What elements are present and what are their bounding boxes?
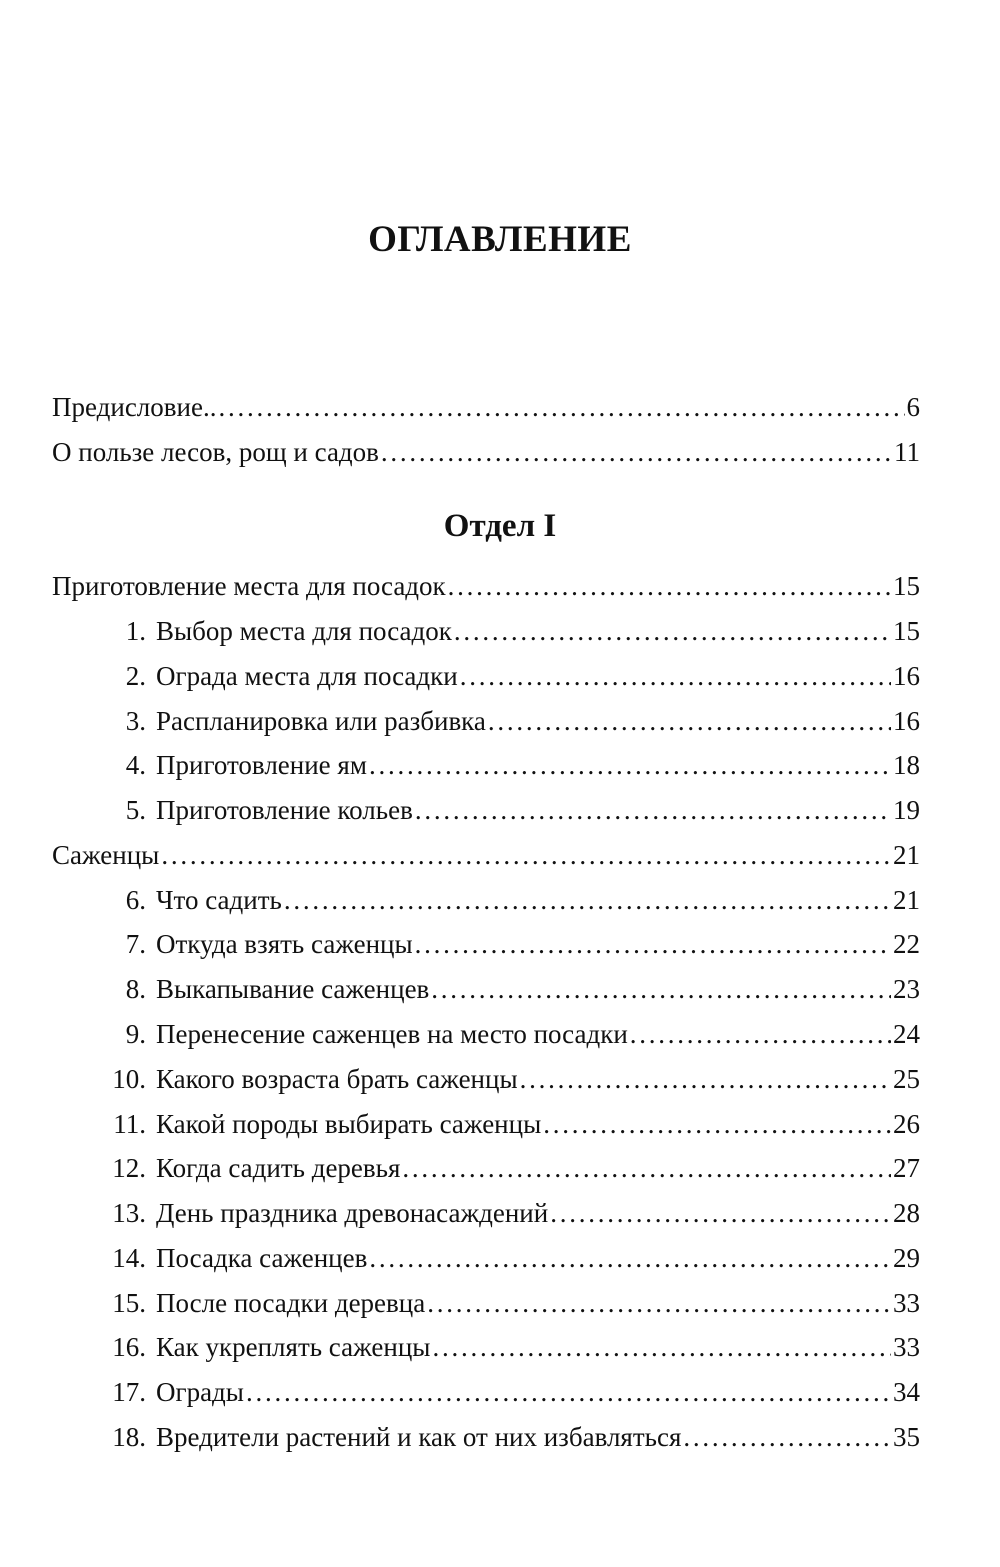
toc-entry-page: 18 <box>893 750 920 780</box>
dot-leader <box>543 1102 891 1146</box>
dot-leader <box>415 788 891 832</box>
toc-entry-number: 1. <box>125 616 146 646</box>
toc-entry-page: 11 <box>894 437 920 467</box>
toc-sub-entry <box>100 609 920 653</box>
toc-entry-label: Приготовление ям <box>156 750 367 780</box>
toc-entry-number: 2. <box>125 661 146 691</box>
toc-entry-forests <box>52 430 920 474</box>
dot-leader <box>431 967 891 1011</box>
toc-entry-number: 7. <box>125 929 146 959</box>
toc-sub-entry <box>100 1191 920 1235</box>
toc-entry-page: 25 <box>893 1064 920 1094</box>
toc-entry-label: Предисловие.. <box>52 392 217 422</box>
toc-entry-number: 6. <box>125 885 146 915</box>
toc-entry-label: Перенесение саженцев на место посадки <box>156 1019 628 1049</box>
toc-entry-label: Саженцы <box>52 840 160 870</box>
dot-leader <box>432 1325 891 1369</box>
toc-sub-entry <box>100 743 920 787</box>
toc-entry-page: 16 <box>893 706 920 736</box>
toc-chapter-entry <box>52 833 920 877</box>
toc-chapter-entry <box>52 564 920 608</box>
section-title: Отдел I <box>443 508 557 544</box>
toc-entry-number: 8. <box>125 974 146 1004</box>
toc-entry-label: Что садить <box>156 885 282 915</box>
dot-leader <box>630 1012 891 1056</box>
toc-entry-page: 33 <box>893 1332 920 1362</box>
toc-entry-page: 27 <box>893 1153 920 1183</box>
dot-leader <box>683 1415 891 1459</box>
toc-entry-page: 21 <box>893 885 920 915</box>
dot-leader <box>161 833 891 877</box>
toc-entry-number: 5. <box>125 795 146 825</box>
toc-sub-entry <box>100 1281 920 1325</box>
toc-entry-page: 6 <box>906 392 920 422</box>
toc-entry-number: 18. <box>112 1422 146 1452</box>
dot-leader <box>488 699 891 743</box>
dot-leader <box>550 1191 891 1235</box>
dot-leader <box>448 564 891 608</box>
toc-entry-label: Посадка саженцев <box>156 1243 368 1273</box>
toc-entry-label: Приготовление кольев <box>156 795 413 825</box>
toc-entry-page: 24 <box>893 1019 920 1049</box>
toc-entry-number: 14. <box>112 1243 146 1273</box>
toc-entry-page: 26 <box>893 1109 920 1139</box>
toc-sub-entry <box>100 1012 920 1056</box>
dot-leader <box>369 1236 891 1280</box>
toc-entry-page: 15 <box>893 571 920 601</box>
toc-entry-label: Какого возраста брать саженцы <box>156 1064 518 1094</box>
toc-entry-page: 35 <box>893 1422 920 1452</box>
toc-entry-number: 12. <box>112 1153 146 1183</box>
toc-entry-page: 29 <box>893 1243 920 1273</box>
toc-entry-label: Какой породы выбирать саженцы <box>156 1109 542 1139</box>
toc-entry-page: 34 <box>893 1377 920 1407</box>
dot-leader <box>454 609 891 653</box>
toc-entry-page: 15 <box>893 616 920 646</box>
dot-leader <box>415 922 891 966</box>
toc-entry-page: 22 <box>893 929 920 959</box>
toc-entry-number: 9. <box>125 1019 146 1049</box>
toc-sub-entry <box>100 1415 920 1459</box>
dot-leader <box>520 1057 891 1101</box>
toc-sub-entry <box>100 922 920 966</box>
toc-sub-entry <box>100 699 920 743</box>
toc-sub-entry <box>100 1236 920 1280</box>
toc-sub-entry <box>100 878 920 922</box>
toc-entry-label: Ограда места для посадки <box>156 661 458 691</box>
toc-entry-label: Вредители растений и как от них избавляться <box>156 1422 682 1452</box>
toc-sub-entry <box>100 654 920 698</box>
toc-entry-label: Когда садить деревья <box>156 1153 401 1183</box>
dot-leader <box>369 743 891 787</box>
toc-sub-entry <box>100 1057 920 1101</box>
toc-entry-label: Ограды <box>156 1377 244 1407</box>
toc-entry-label: День праздника древонасаждений <box>156 1198 549 1228</box>
toc-entry-preface <box>52 385 920 429</box>
toc-entry-label: Распланировка или разбивка <box>156 706 486 736</box>
dot-leader <box>427 1281 891 1325</box>
toc-entry-label: О пользе лесов, рощ и садов <box>52 437 379 467</box>
toc-sub-entry <box>100 788 920 832</box>
toc-entry-number: 3. <box>125 706 146 736</box>
dot-leader <box>246 1370 891 1414</box>
dot-leader <box>460 654 891 698</box>
dot-leader <box>284 878 891 922</box>
toc-entry-number: 15. <box>112 1288 146 1318</box>
toc-entry-label: Приготовление места для посадок <box>52 571 446 601</box>
toc-entry-page: 23 <box>893 974 920 1004</box>
toc-sub-entry <box>100 1325 920 1369</box>
toc-title: ОГЛАВЛЕНИЕ <box>368 219 632 260</box>
toc-entry-label: После посадки деревца <box>156 1288 426 1318</box>
toc-entry-label: Как укреплять саженцы <box>156 1332 431 1362</box>
toc-entry-number: 11. <box>113 1109 146 1139</box>
toc-entry-number: 16. <box>112 1332 146 1362</box>
dot-leader <box>402 1146 891 1190</box>
toc-entry-label: Откуда взять саженцы <box>156 929 413 959</box>
toc-sub-entry <box>100 1370 920 1414</box>
toc-entry-page: 21 <box>893 840 920 870</box>
toc-sub-entry <box>100 967 920 1011</box>
toc-entry-label: Выбор места для посадок <box>156 616 452 646</box>
toc-entry-number: 13. <box>112 1198 146 1228</box>
dot-leader <box>218 385 904 429</box>
toc-entry-number: 17. <box>112 1377 146 1407</box>
toc-entry-label: Выкапывание саженцев <box>156 974 430 1004</box>
toc-entry-number: 4. <box>125 750 146 780</box>
toc-sub-entry <box>100 1146 920 1190</box>
dot-leader <box>381 430 892 474</box>
toc-entry-page: 16 <box>893 661 920 691</box>
toc-entry-page: 33 <box>893 1288 920 1318</box>
toc-entry-page: 28 <box>893 1198 920 1228</box>
toc-entry-number: 10. <box>112 1064 146 1094</box>
toc-sub-entry <box>100 1102 920 1146</box>
toc-entry-page: 19 <box>893 795 920 825</box>
